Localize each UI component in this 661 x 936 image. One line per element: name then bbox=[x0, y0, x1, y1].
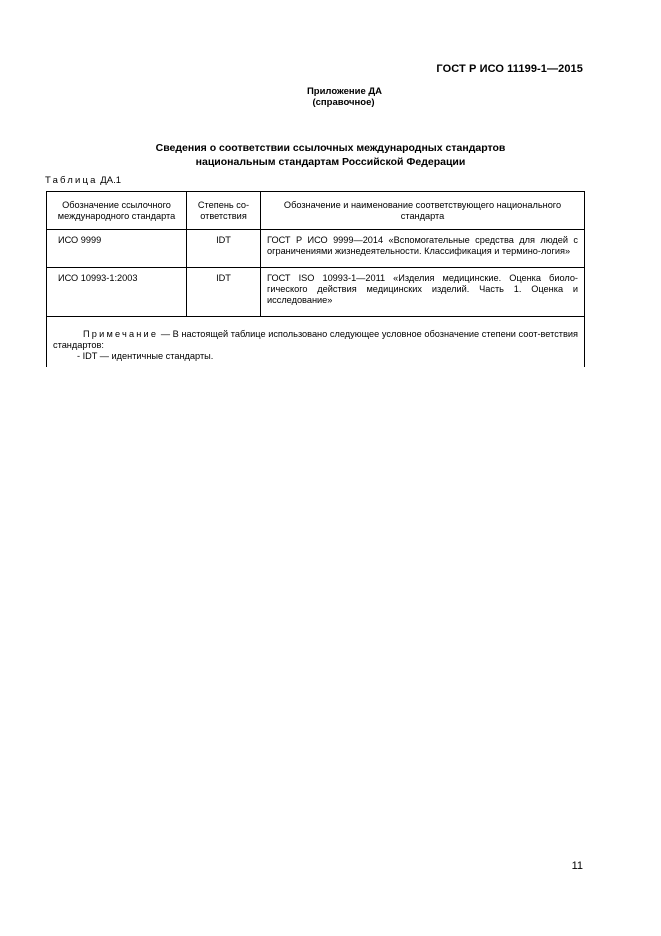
heading-line-1: Сведения о соответствии ссылочных международных стандартов bbox=[155, 142, 506, 154]
cell-reference-standard: ИСО 10993-1:2003 bbox=[47, 268, 187, 317]
cell-national-standard: ГОСТ Р ИСО 9999—2014 «Вспомогательные средства для людей с ограничениями жизнедеятельности. Классификация и термино-логия» bbox=[261, 230, 585, 268]
page-number: 11 bbox=[571, 860, 583, 872]
annex-title: Приложение ДА bbox=[306, 86, 383, 97]
header-reference-standard: Обозначение ссылочного международного стандарта bbox=[47, 192, 187, 230]
document-code: ГОСТ Р ИСО 11199-1—2015 bbox=[436, 63, 583, 75]
note-label: Примечание bbox=[83, 329, 159, 339]
cell-degree: IDT bbox=[187, 230, 261, 268]
header-national-standard: Обозначение и наименование соответствующего национального стандарта bbox=[261, 192, 585, 230]
table-note bbox=[47, 317, 585, 367]
correspondence-table bbox=[46, 191, 585, 367]
table-caption-id: ДА.1 bbox=[100, 175, 121, 186]
annex-subtitle: (справочное) bbox=[312, 97, 375, 108]
table-row bbox=[47, 230, 585, 268]
cell-national-standard: ГОСТ ISO 10993-1—2011 «Изделия медицинские. Оценка биоло-гического действия медицинских изделий. Часть 1. Оценка и исследование» bbox=[261, 268, 585, 317]
note-text bbox=[53, 329, 578, 351]
section-heading bbox=[0, 142, 661, 169]
cell-reference-standard: ИСО 9999 bbox=[47, 230, 187, 268]
note-list-item: - IDT — идентичные стандарты. bbox=[77, 351, 214, 362]
table-header-row bbox=[47, 192, 585, 230]
cell-degree: IDT bbox=[187, 268, 261, 317]
note-body: — В настоящей таблице использовано следующее условное обозначение степени соот-ветствия стандартов: bbox=[53, 329, 578, 351]
table-row bbox=[47, 268, 585, 317]
table-note-row bbox=[47, 317, 585, 367]
heading-line-2: национальным стандартам Российской Федерации bbox=[195, 155, 466, 168]
table-caption-word: Таблица bbox=[45, 175, 98, 186]
annex-block bbox=[0, 86, 661, 108]
header-degree: Степень со-ответствия bbox=[187, 192, 261, 230]
table-caption bbox=[45, 175, 121, 186]
